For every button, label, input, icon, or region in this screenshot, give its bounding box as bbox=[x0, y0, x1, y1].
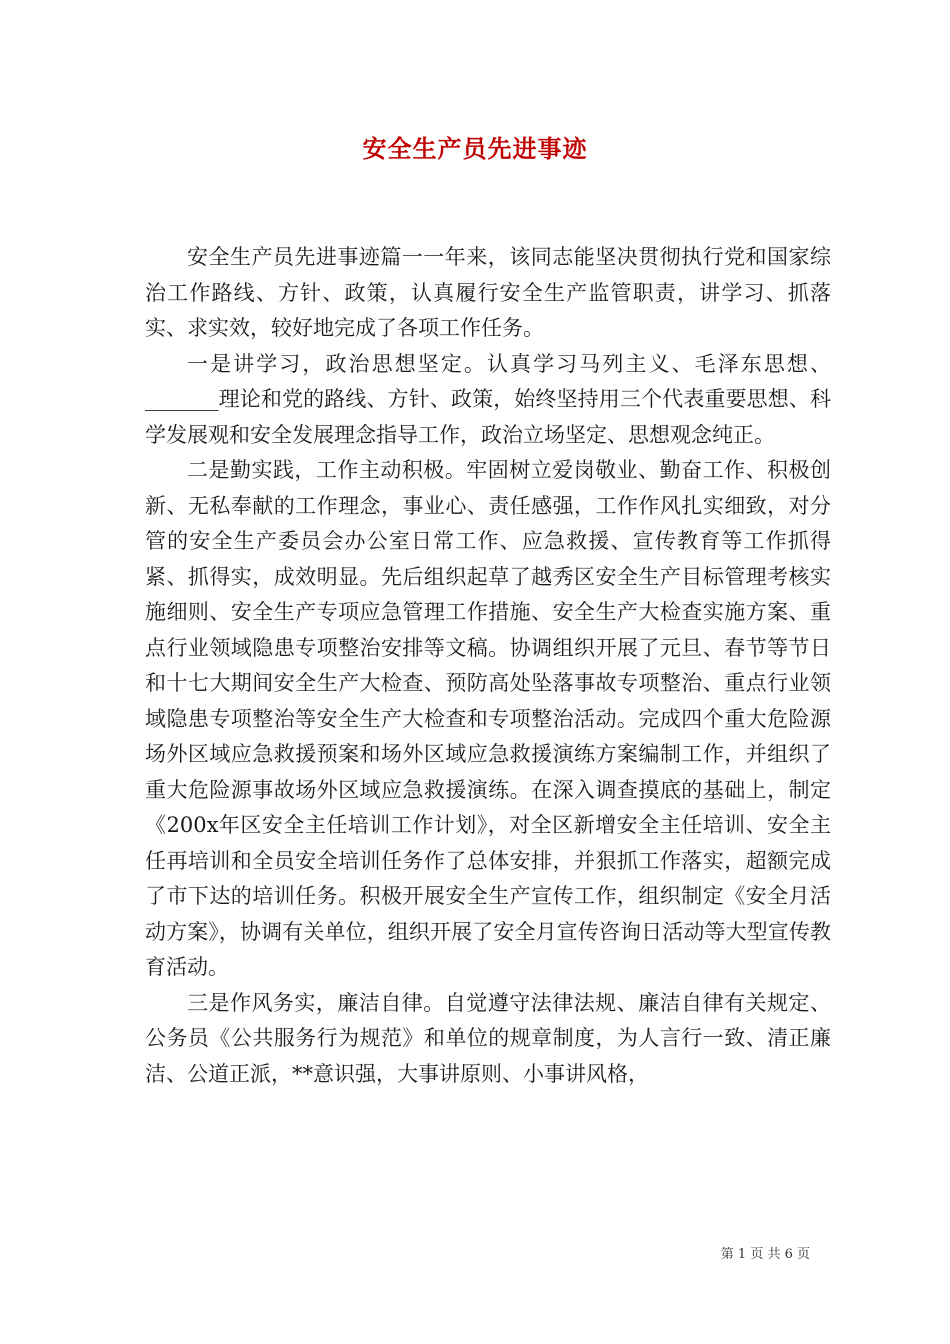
page-number: 第 1 页 共 6 页 bbox=[720, 1247, 810, 1262]
paragraph-intro: 安全生产员先进事迹篇一一年来，该同志能坚决贯彻执行党和国家综治工作路线、方针、政策，认真履行安全生产监管职责，讲学习、抓落实、求实效，较好地完成了各项工作任务。 bbox=[145, 245, 831, 340]
document-body bbox=[145, 240, 831, 1092]
document-title: 安全生产员先进事迹 bbox=[362, 134, 588, 163]
paragraph-study: 一是讲学习，政治思想坚定。认真学习马列主义、毛泽东思想、_______理论和党的路线、方针、政策，始终坚持用三个代表重要思想、科学发展观和安全发展理念指导工作，政治立场坚定、思想观念纯正。 bbox=[145, 351, 831, 447]
paragraph-integrity: 三是作风务实，廉洁自律。自觉遵守法律法规、廉洁自律有关规定、公务员《公共服务行为规范》和单位的规章制度，为人言行一致、清正廉洁、公道正派，**意识强，大事讲原则、小事讲风格， bbox=[145, 990, 831, 1086]
paragraph-practice: 二是勤实践，工作主动积极。牢固树立爱岗敬业、勤奋工作、积极创新、无私奉献的工作理念，事业心、责任感强，工作作风扎实细致，对分管的安全生产委员会办公室日常工作、应急救援、宣传教育等工作抓得紧、抓得实，成效明显。先后组织起草了越秀区安全生产目标管理考核实施细则、安全生产专项应急管理工作措施、安全生产大检查实施方案、重点行业领域隐患专项整治安排等文稿。协调组织开展了元旦、春节等节日和十七大期间安全生产大检查、预防高处坠落事故专项整治、重点行业领域隐患专项整治等安全生产大检查和专项整治活动。完成四个重大危险源场外区域应急救援预案和场外区域应急救援演练方案编制工作，并组织了重大危险源事故场外区域应急救援演练。在深入调查摸底的基础上，制定《200x年区安全主任培训工作计划》，对全区新增安全主任培训、安全主任再培训和全员安全培训任务作了总体安排，并狠抓工作落实，超额完成了市下达的培训任务。积极开展安全生产宣传工作，组织制定《安全月活动方案》，协调有关单位，组织开展了安全月宣传咨询日活动等大型宣传教育活动。 bbox=[145, 458, 831, 979]
